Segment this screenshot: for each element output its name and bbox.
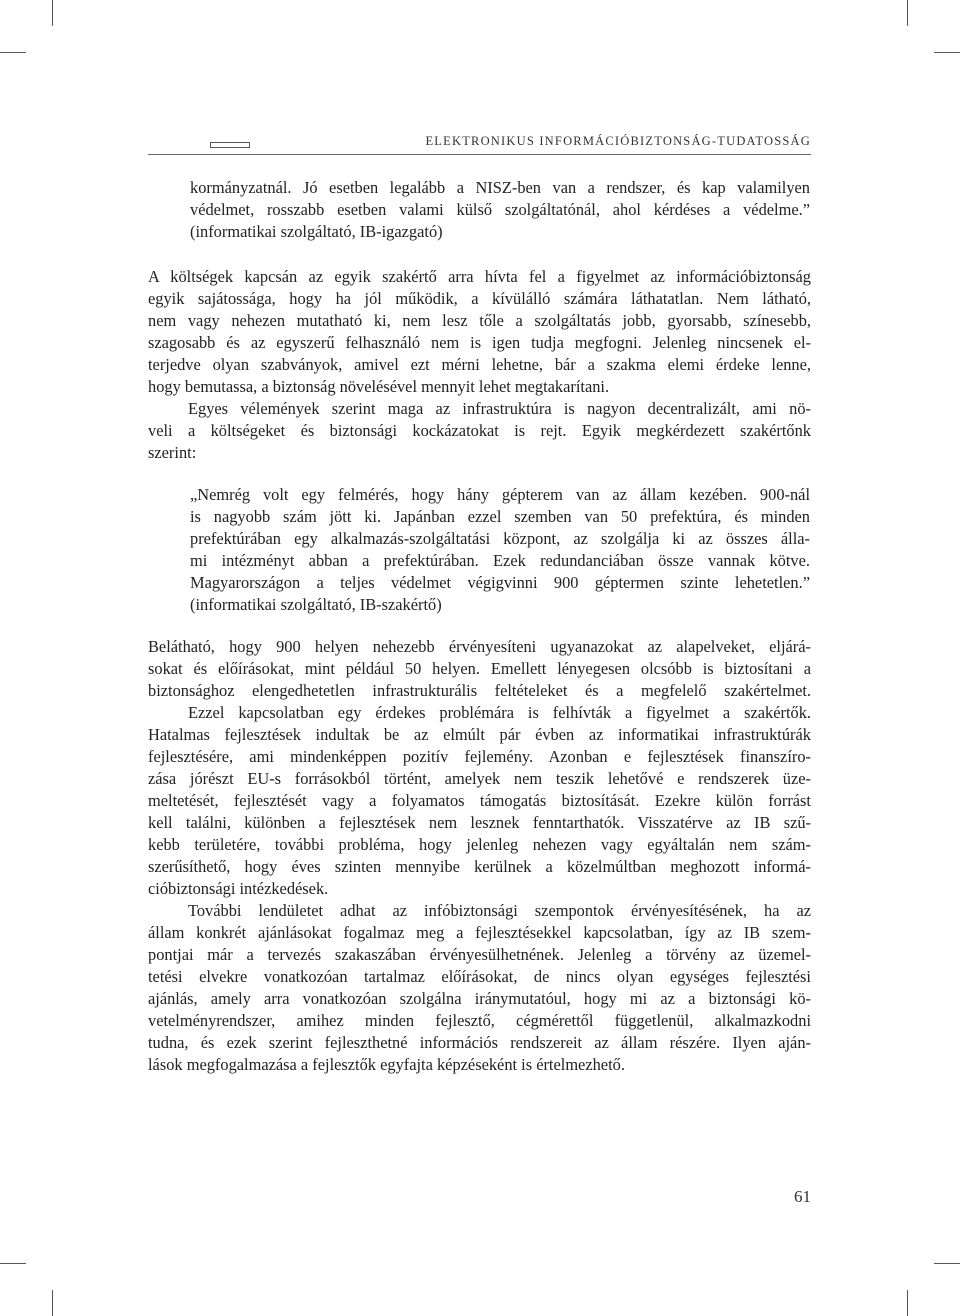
page-number: 61 <box>794 1187 811 1206</box>
body-line: szerűsíthető, hogy éves szinten mennyibe kerülnek a közelmúltban meghozott informá- <box>148 857 811 876</box>
crop-mark <box>52 1290 53 1316</box>
body-line: pontjai már a tervezés szakaszában érvényesülhetnének. Jelenleg a törvény az üzemel- <box>148 945 811 964</box>
header-ornament <box>210 142 250 148</box>
quote-line: „Nemrég volt egy felmérés, hogy hány gépterem van az állam kezében. 900-nál <box>190 485 810 504</box>
body-line: ajánlás, amely arra vonatkozóan szolgálna iránymutatóul, hogy mi az a biztonsági kö- <box>148 989 811 1008</box>
body-line: meltetését, fejlesztését vagy a folyamatos támogatás biztosítását. Ezekre külön forrást <box>148 791 811 810</box>
body-line: sokat és előírásokat, mint például 50 helyen. Emellett lényegesen olcsóbb is biztosítani a <box>148 659 811 678</box>
body-line: kell találni, különben a fejlesztések nem lesznek fenntarthatók. Visszatérve az IB szű- <box>148 813 811 832</box>
crop-mark <box>934 1263 960 1264</box>
quote-line: prefektúrában egy alkalmazás-szolgáltatási központ, az szolgálja ki az összes álla- <box>190 529 810 548</box>
quote-line: Magyarországon a teljes védelmet végigvinni 900 géptermen szinte lehetetlen.” <box>190 573 810 592</box>
quote-attribution: (informatikai szolgáltató, IB-igazgató) <box>190 222 443 241</box>
crop-mark <box>934 52 960 53</box>
quote-attribution: (informatikai szolgáltató, IB-szakértő) <box>190 595 442 614</box>
body-line: biztonsághoz elengedhetetlen infrastrukturális feltételeket és a megfelelő szakértelmet. <box>148 681 811 700</box>
quote-line: is nagyobb szám jött ki. Japánban ezzel szemben van 50 prefektúra, és minden <box>190 507 810 526</box>
body-line: Hatalmas fejlesztések indultak be az elmúlt pár évben az informatikai infrastruktúrák <box>148 725 811 744</box>
body-line: tudna, és ezek szerint fejleszthetné információs rendszereit az állam részére. Ilyen aján- <box>148 1033 811 1052</box>
body-line: szerint: <box>148 443 197 462</box>
body-line: További lendületet adhat az infóbiztonsági szempontok érvényesítésének, ha az <box>188 901 811 920</box>
quote-line: védelmet, rosszabb esetben valami külső szolgáltatónál, ahol kérdéses a védelme.” <box>190 200 810 219</box>
body-line: Belátható, hogy 900 helyen nehezebb érvényesíteni ugyanazokat az alapelveket, eljárá- <box>148 637 811 656</box>
body-line: A költségek kapcsán az egyik szakértő arra hívta fel a figyelmet az információbiztonság <box>148 267 811 286</box>
body-line: fejlesztésére, ami mindenképpen pozitív fejlemény. Azonban e fejlesztések finanszíro- <box>148 747 811 766</box>
crop-mark <box>907 0 908 26</box>
body-line: Ezzel kapcsolatban egy érdekes problémára is felhívták a figyelmet a szakértők. <box>188 703 811 722</box>
running-head <box>148 134 811 155</box>
body-line: tetési elvekre vonatkozóan tartalmaz előírásokat, de nincs olyan egységes fejlesztési <box>148 967 811 986</box>
body-line: szagosabb és az egyszerű felhasználó nem is igen tudja megfogni. Jelenleg nincsenek el- <box>148 333 811 352</box>
quote-line: mi intézményt abban a prefektúrában. Ezek redundanciában össze vannak kötve. <box>190 551 810 570</box>
crop-mark <box>0 1263 26 1264</box>
quote-line: kormányzatnál. Jó esetben legalább a NISZ-ben van a rendszer, és kap valamilyen <box>190 178 810 197</box>
body-line: zása jórészt EU-s forrásokból történt, amelyek nem teszik lehetővé e rendszerek üze- <box>148 769 811 788</box>
body-line: hogy bemutassa, a biztonság növelésével mennyit lehet megtakarítani. <box>148 377 610 396</box>
body-line: cióbiztonsági intézkedések. <box>148 879 329 898</box>
body-line: veli a költségeket és biztonsági kockázatokat is rejt. Egyik megkérdezett szakértőnk <box>148 421 811 440</box>
crop-mark <box>52 0 53 26</box>
crop-mark <box>907 1290 908 1316</box>
body-line: kebb területére, további probléma, hogy jelenleg nehezen vagy egyáltalán nem szám- <box>148 835 811 854</box>
body-line: egyik sajátossága, hogy ha jól működik, a kívülálló számára láthatatlan. Nem látható, <box>148 289 811 308</box>
body-line: állam konkrét ajánlásokat fogalmaz meg a fejlesztésekkel kapcsolatban, így az IB szem- <box>148 923 811 942</box>
running-title: ELEKTRONIKUS INFORMÁCIÓBIZTONSÁG-TUDATOSSÁG <box>425 134 811 148</box>
body-line: lások megfogalmazása a fejlesztők egyfajta képzéseként is értelmezhető. <box>148 1055 625 1074</box>
body-line: vetelményrendszer, amihez minden fejlesztő, cégmérettől függetlenül, alkalmazkodni <box>148 1011 811 1030</box>
crop-mark <box>0 52 26 53</box>
body-line: Egyes vélemények szerint maga az infrastruktúra is nagyon decentralizált, ami nö- <box>188 399 811 418</box>
body-line: nem vagy nehezen mutatható ki, nem lesz tőle a szolgáltatás jobb, gyorsabb, színesebb, <box>148 311 811 330</box>
body-line: terjedve olyan szabványok, amivel ezt mérni lehetne, bár a szakma elemi érdeke lenne, <box>148 355 811 374</box>
